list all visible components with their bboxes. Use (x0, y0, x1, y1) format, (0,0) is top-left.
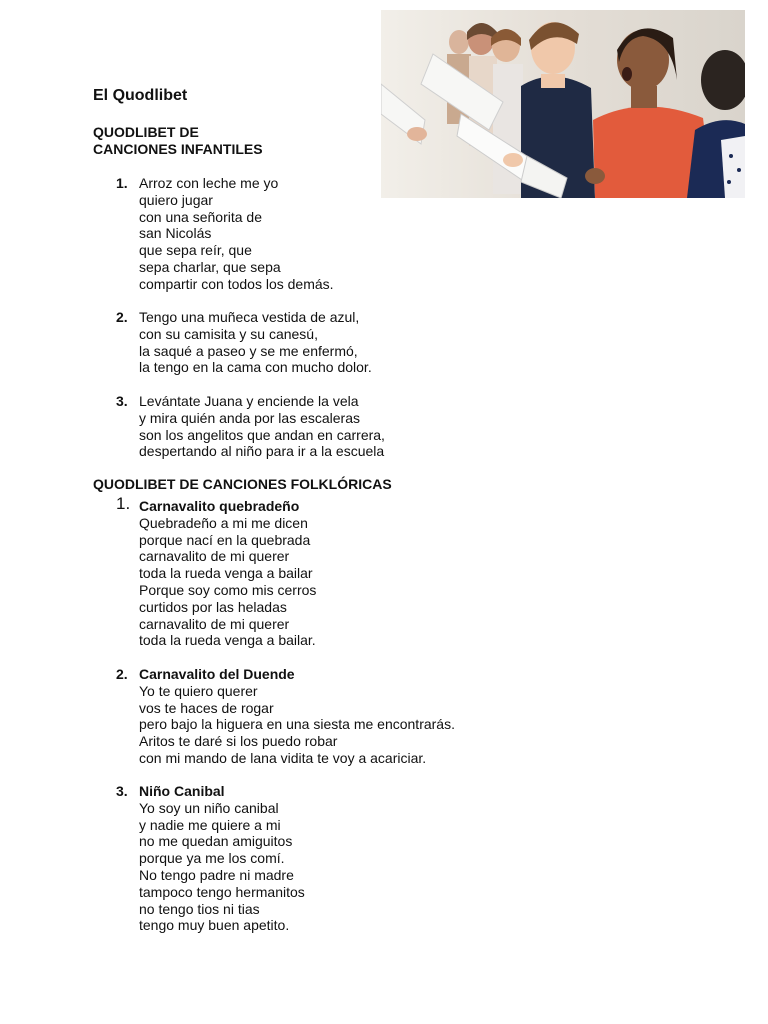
lyric-line: porque ya me los comí. (139, 850, 285, 867)
lyric-line: Porque soy como mis cerros (139, 581, 317, 598)
song-lyrics (139, 666, 455, 767)
lyric-line: tampoco tengo hermanitos (139, 883, 305, 900)
song-title: Niño Canibal (139, 783, 225, 799)
children-choir-illustration (381, 10, 745, 198)
lyric-line: la tengo en la cama con mucho dolor. (139, 359, 372, 376)
lyric-line: carnavalito de mi querer (139, 615, 290, 632)
song-lyrics (139, 309, 372, 376)
lyric-line: despertando al niño para ir a la escuela (139, 443, 385, 460)
song-lyrics (139, 393, 385, 460)
lyric-line: porque nací en la quebrada (139, 531, 311, 548)
section-heading-line-2: CANCIONES INFANTILES (93, 141, 263, 157)
lyric-line: curtidos por las heladas (139, 598, 287, 615)
lyric-line: Yo te quiero querer (139, 682, 258, 699)
song-number: 1. (116, 494, 131, 513)
section-heading-folkloricas: QUODLIBET DE CANCIONES FOLKLÓRICAS (93, 476, 392, 492)
song-number: 1. (116, 175, 128, 191)
lyric-line: vos te haces de rogar (139, 699, 274, 716)
lyric-line: Aritos te daré si los puedo robar (139, 733, 338, 750)
song-lyrics (139, 175, 334, 293)
lyric-line: sepa charlar, que sepa (139, 258, 281, 275)
song-number: 3. (116, 393, 128, 409)
lyric-line: son los angelitos que andan en carrera, (139, 426, 385, 443)
lyric-line: pero bajo la higuera en una siesta me encontrarás. (139, 716, 455, 733)
section-heading-infantiles (93, 124, 263, 158)
lyric-line: compartir con todos los demás. (139, 275, 334, 292)
lyric-line: quiero jugar (139, 191, 213, 208)
lyric-line: con mi mando de lana vidita te voy a acariciar. (139, 749, 427, 766)
song-title: Carnavalito quebradeño (139, 498, 300, 514)
lyric-line: No tengo padre ni madre (139, 866, 294, 883)
lyric-line: Levántate Juana y enciende la vela (139, 393, 359, 409)
lyric-line: con su camisita y su canesú, (139, 325, 318, 342)
document-title: El Quodlibet (93, 87, 188, 104)
lyric-line: no me quedan amiguitos (139, 833, 293, 850)
lyric-line: Arroz con leche me yo (139, 175, 279, 191)
song-number: 2. (116, 666, 128, 682)
lyric-line: Yo soy un niño canibal (139, 799, 279, 816)
section-heading-line-1: QUODLIBET DE (93, 124, 199, 140)
song-lyrics (139, 783, 305, 934)
song-number: 3. (116, 783, 128, 799)
lyric-line: toda la rueda venga a bailar (139, 565, 313, 582)
lyric-line: tengo muy buen apetito. (139, 917, 290, 934)
lyric-line: que sepa reír, que (139, 242, 252, 259)
song-lyrics (139, 498, 316, 649)
lyric-line: san Nicolás (139, 225, 212, 242)
lyric-line: no tengo tios ni tias (139, 900, 260, 917)
lyric-line: carnavalito de mi querer (139, 548, 290, 565)
lyric-line: la saqué a paseo y se me enfermó, (139, 342, 358, 359)
song-number: 2. (116, 309, 128, 325)
lyric-line: Tengo una muñeca vestida de azul, (139, 309, 360, 325)
lyric-line: Quebradeño a mi me dicen (139, 514, 308, 531)
song-title: Carnavalito del Duende (139, 666, 295, 682)
lyric-line: toda la rueda venga a bailar. (139, 632, 316, 649)
lyric-line: y mira quién anda por las escaleras (139, 409, 361, 426)
lyric-line: con una señorita de (139, 208, 262, 225)
lyric-line: y nadie me quiere a mi (139, 816, 281, 833)
children-choir-photo (381, 10, 745, 198)
